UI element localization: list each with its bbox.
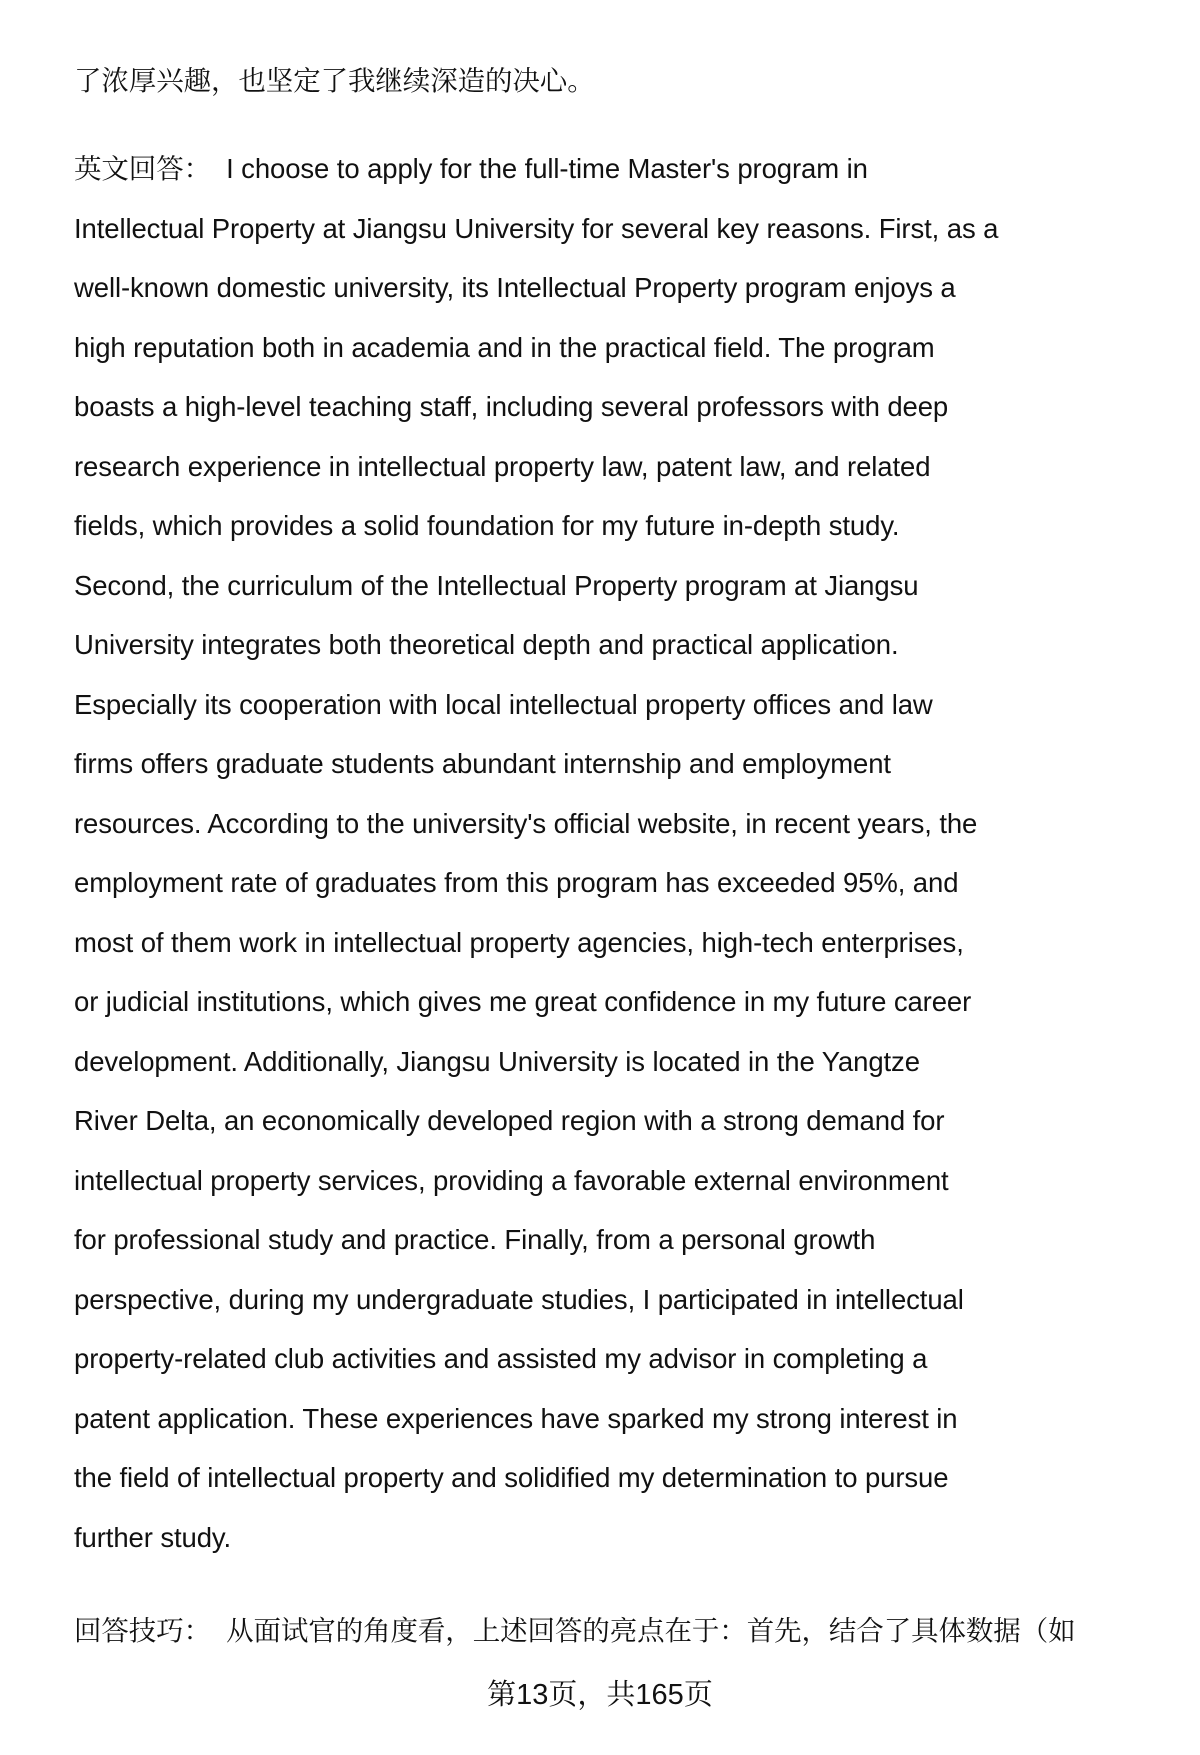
answer-line: further study. — [74, 1521, 232, 1553]
answer-line: property-related club activities and assisted my advisor in completing a — [74, 1343, 928, 1374]
tips-text: 从面试官的角度看，上述回答的亮点在于：首先，结合了具体数据（如 — [226, 1615, 1076, 1646]
tips-label: 回答技巧： — [74, 1615, 211, 1646]
intro-tail-text: 了浓厚兴趣，也坚定了我继续深造的决心。 — [74, 65, 595, 96]
answer-line: resources. According to the university's official website, in recent years, the — [74, 807, 978, 839]
english-answer-label: 英文回答： — [74, 153, 211, 184]
answer-line: high reputation both in academia and in the practical field. The program — [74, 331, 935, 363]
answer-line: I choose to apply for the full-time Master's program in — [226, 153, 868, 184]
answer-line: Especially its cooperation with local intellectual property offices and law — [74, 688, 933, 720]
page-number-footer: 第13页，共165页 — [487, 1679, 713, 1711]
english-answer-first-line — [74, 152, 868, 186]
tips-paragraph — [74, 1614, 1076, 1648]
answer-line: boasts a high-level teaching staff, including several professors with deep — [74, 391, 949, 422]
answer-line: perspective, during my undergraduate studies, I participated in intellectual — [74, 1283, 964, 1315]
answer-line: River Delta, an economically developed region with a strong demand for — [74, 1105, 945, 1136]
answer-line: well-known domestic university, its Intellectual Property program enjoys a — [74, 272, 956, 303]
answer-line: fields, which provides a solid foundation for my future in-depth study. — [74, 510, 900, 541]
answer-line: employment rate of graduates from this program has exceeded 95%, and — [74, 867, 959, 898]
answer-line: the field of intellectual property and solidified my determination to pursue — [74, 1462, 949, 1493]
answer-line: most of them work in intellectual property agencies, high-tech enterprises, — [74, 926, 964, 958]
answer-line: patent application. These experiences have sparked my strong interest in — [74, 1402, 958, 1434]
answer-line: Second, the curriculum of the Intellectual Property program at Jiangsu — [74, 569, 919, 601]
answer-line: or judicial institutions, which gives me great confidence in my future career — [74, 986, 972, 1017]
answer-line: for professional study and practice. Finally, from a personal growth — [74, 1224, 876, 1255]
answer-line: research experience in intellectual property law, patent law, and related — [74, 450, 931, 482]
answer-line: Intellectual Property at Jiangsu University for several key reasons. First, as a — [74, 212, 999, 244]
answer-line: intellectual property services, providing a favorable external environment — [74, 1164, 949, 1196]
answer-line: firms offers graduate students abundant internship and employment — [74, 748, 891, 779]
answer-line: University integrates both theoretical depth and practical application. — [74, 629, 899, 660]
answer-line: development. Additionally, Jiangsu University is located in the Yangtze — [74, 1045, 920, 1077]
